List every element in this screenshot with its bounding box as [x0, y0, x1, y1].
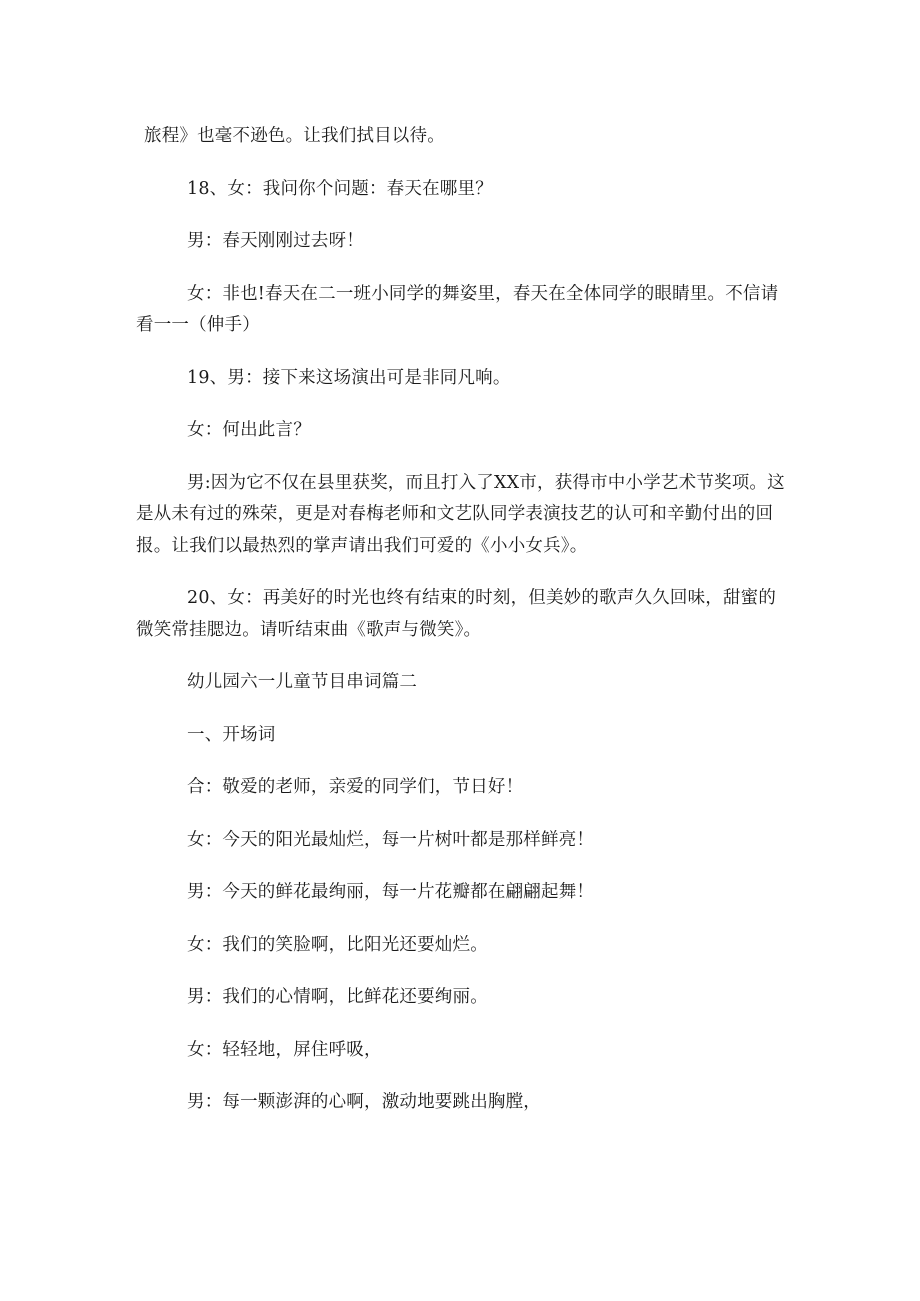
- paragraph-4: 19、男：接下来这场演出可是非同凡响。: [187, 367, 511, 388]
- paragraph-12: 男：今天的鲜花最绚丽，每一片花瓣都在翩翩起舞！: [187, 882, 595, 902]
- paragraph-3: 女：非也!春天在二一班小同学的舞姿里，春天在全体同学的眼睛里。不信请看一一（伸手）: [136, 283, 779, 335]
- paragraph-10: 合：敬爱的老师，亲爱的同学们，节日好！: [187, 777, 524, 797]
- paragraph-2: 男：春天刚刚过去呀！: [187, 231, 364, 251]
- paragraph-14: 男：我们的心情啊，比鲜花还要绚丽。: [187, 987, 488, 1007]
- paragraph-5: 女：何出此言？: [187, 420, 311, 440]
- paragraph-0: 旅程》也毫不逊色。让我们拭目以待。: [144, 126, 445, 146]
- paragraph-6: 男:因为它不仅在县里获奖，而且打入了XX市，获得市中小学艺术节奖项。这是从未有过的殊荣，更是对春梅老师和文艺队同学表演技艺的认可和辛勤付出的回报。让我们以最热烈的掌声请出我们可爱的《小小女兵》。: [136, 472, 785, 556]
- paragraph-16: 男：每一颗澎湃的心啊，激动地要跳出胸膛，: [187, 1092, 541, 1112]
- paragraph-7: 20、女：再美好的时光也终有结束的时刻，但美妙的歌声久久回味，甜蜜的微笑常挂腮边。请听结束曲《歌声与微笑》。: [136, 588, 777, 640]
- document-body: [136, 121, 788, 1140]
- paragraph-15: 女：轻轻地，屏住呼吸，: [187, 1039, 382, 1060]
- section-heading-opening: 一、开场词: [187, 724, 276, 745]
- paragraph-11: 女：今天的阳光最灿烂，每一片树叶都是那样鲜亮！: [187, 829, 595, 850]
- paragraph-1: 18、女：我问你个问题：春天在哪里？: [187, 178, 493, 199]
- paragraph-13: 女：我们的笑脸啊，比阳光还要灿烂。: [187, 934, 488, 955]
- section-title: 幼儿园六一儿童节目串词篇二: [187, 672, 418, 692]
